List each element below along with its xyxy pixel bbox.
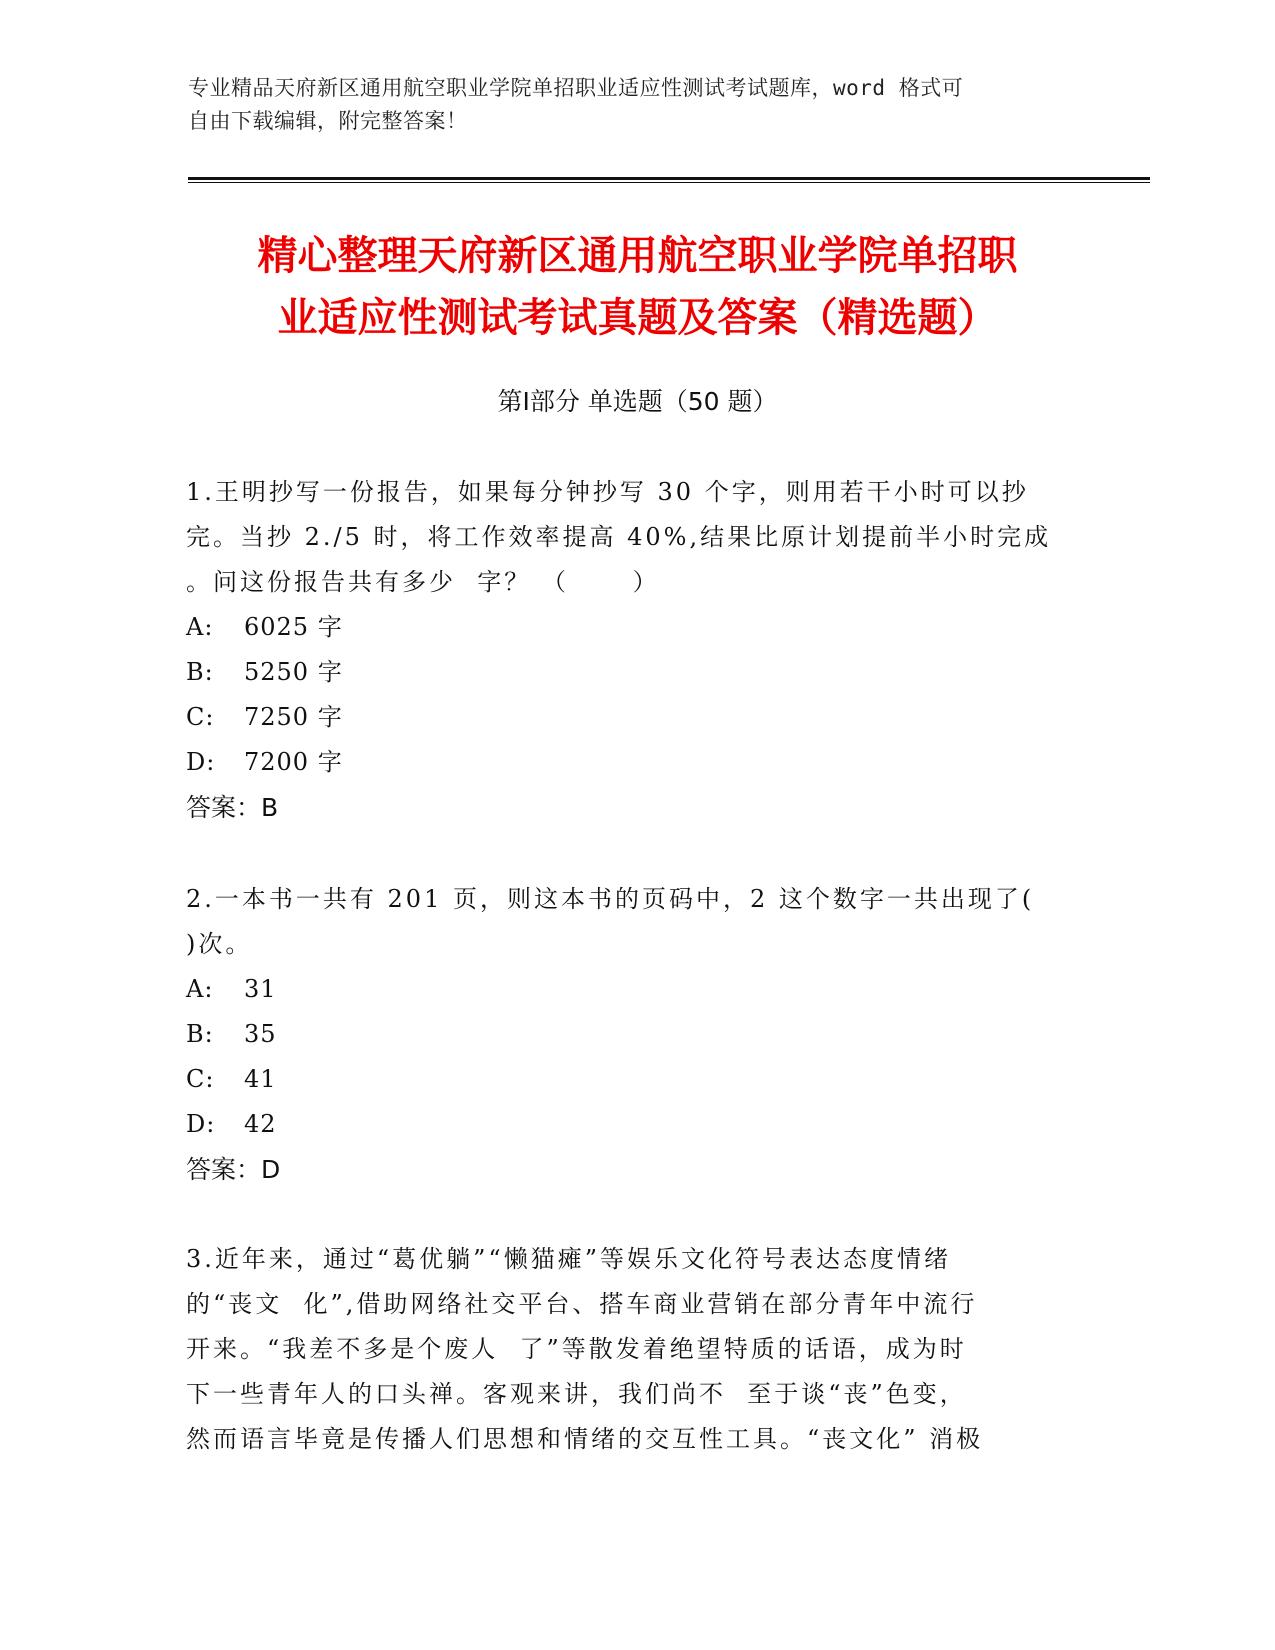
option-letter: A: — [186, 975, 214, 1003]
option-letter: D: — [186, 748, 216, 776]
option-text: 6025 字 — [244, 613, 343, 641]
option-text: 5250 字 — [244, 658, 343, 686]
option-text: 7200 字 — [244, 748, 343, 776]
header-divider-thin — [188, 182, 1150, 183]
option-c — [186, 1057, 1086, 1102]
section-heading: 第Ⅰ部分 单选题（50 题） — [497, 387, 778, 416]
header-divider-thick — [188, 177, 1150, 180]
option-letter: B: — [186, 658, 214, 686]
document-title — [150, 225, 1125, 349]
question-text-line: 下一些青年人的口头禅。客观来讲，我们尚不 至于谈“丧”色变， — [186, 1380, 967, 1408]
question-text-line: 2.一本书一共有 201 页，则这本书的页码中，2 这个数字一共出现了( — [186, 885, 1035, 913]
option-b — [186, 650, 1086, 695]
option-text: 7250 字 — [244, 703, 343, 731]
option-text: 31 — [244, 975, 277, 1003]
header-note-line-2: 自由下载编辑，附完整答案！ — [188, 109, 468, 133]
option-a — [186, 605, 1086, 650]
answer: 答案：B — [186, 793, 279, 822]
option-letter: B: — [186, 1020, 214, 1048]
option-letter: A: — [186, 613, 214, 641]
question-2 — [186, 877, 1086, 1192]
document-title-line-2: 业适应性测试考试真题及答案（精选题） — [277, 295, 998, 341]
question-text-line: 1.王明抄写一份报告，如果每分钟抄写 30 个字，则用若干小时可以抄 — [186, 478, 1029, 506]
question-text-line: 3.近年来，通过“葛优躺”“懒猫瘫”等娱乐文化符号表达态度情绪 — [186, 1245, 951, 1273]
option-b — [186, 1012, 1086, 1057]
option-letter: C: — [186, 703, 215, 731]
question-text-line: 的“丧文 化”,借助网络社交平台、搭车商业营销在部分青年中流行 — [186, 1290, 978, 1318]
option-d — [186, 1102, 1086, 1147]
question-text-line: )次。 — [186, 930, 253, 958]
question-text-line: 完。当抄 2./5 时，将工作效率提高 40%,结果比原计划提前半小时完成 — [186, 523, 1052, 551]
question-text-line: 。问这份报告共有多少 字？ （ ） — [186, 568, 660, 596]
document-title-line-1: 精心整理天府新区通用航空职业学院单招职 — [257, 233, 1018, 279]
option-d — [186, 740, 1086, 785]
question-3 — [186, 1237, 1086, 1462]
option-letter: D: — [186, 1110, 216, 1138]
answer: 答案：D — [186, 1155, 281, 1184]
option-c — [186, 695, 1086, 740]
option-a — [186, 967, 1086, 1012]
question-text-line: 开来。“我差不多是个废人 了”等散发着绝望特质的话语，成为时 — [186, 1335, 967, 1363]
header-note — [188, 72, 1068, 138]
option-text: 41 — [244, 1065, 277, 1093]
header-note-line-1: 专业精品天府新区通用航空职业学院单招职业适应性测试考试题库，word 格式可 — [188, 76, 964, 100]
question-1 — [186, 470, 1086, 830]
option-text: 35 — [244, 1020, 277, 1048]
question-text-line: 然而语言毕竟是传播人们思想和情绪的交互性工具。“丧文化” 消极 — [186, 1425, 984, 1453]
option-text: 42 — [244, 1110, 277, 1138]
option-letter: C: — [186, 1065, 215, 1093]
